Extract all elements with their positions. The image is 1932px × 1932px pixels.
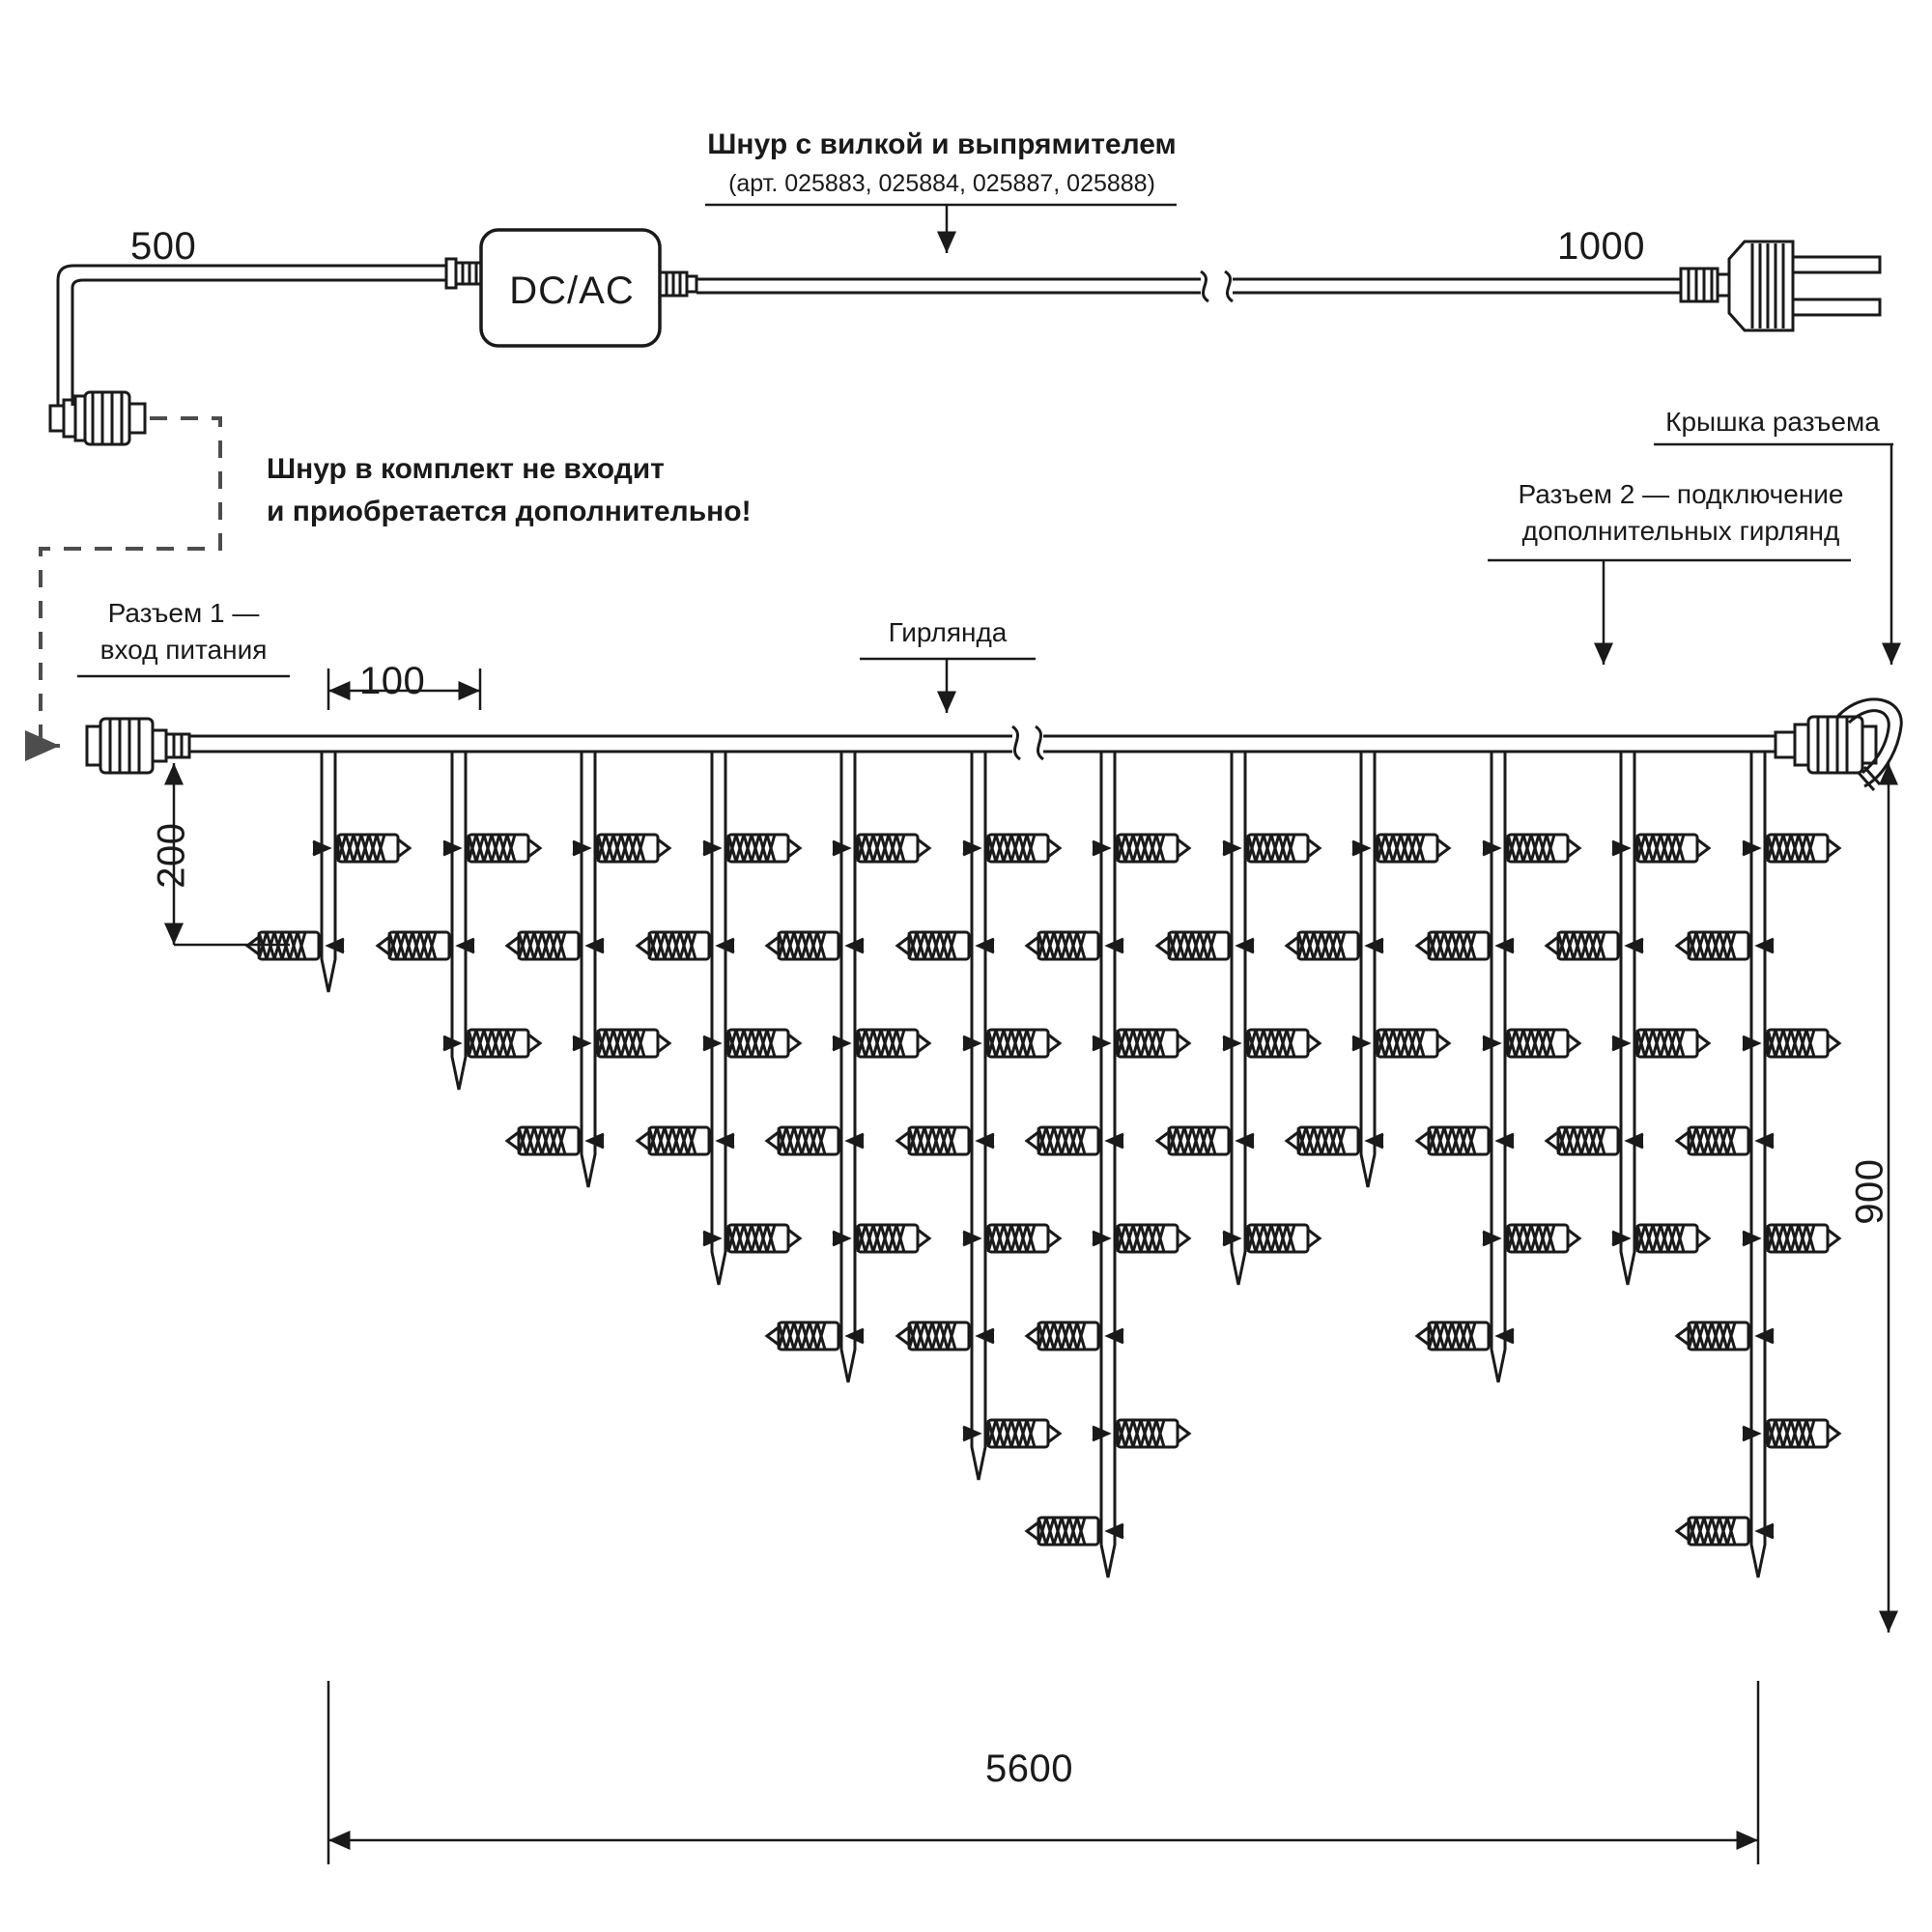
connector2-line1: Разъем 2 — подключение	[1518, 479, 1844, 509]
led-bulb	[1352, 835, 1449, 862]
led-strand	[638, 752, 800, 1285]
led-bulb	[1743, 835, 1839, 862]
dimension-5600: 5600	[985, 1747, 1073, 1790]
led-bulb	[573, 1030, 669, 1057]
led-bulb	[1547, 932, 1643, 959]
led-bulb	[1417, 1127, 1514, 1154]
led-bulb	[1612, 1030, 1709, 1057]
led-strand	[897, 752, 1060, 1480]
mains-plug	[1729, 242, 1880, 330]
connector1-line2: вход питания	[99, 635, 268, 665]
led-strands	[247, 752, 1839, 1577]
led-strand	[1677, 752, 1839, 1577]
led-bulb	[703, 835, 800, 862]
connector1-line1: Разъем 1 —	[107, 598, 260, 628]
led-strand	[1027, 752, 1189, 1577]
led-bulb	[1027, 1322, 1123, 1350]
led-bulb	[638, 932, 734, 959]
cord-connector-inline-left	[446, 259, 481, 288]
led-bulb	[833, 1030, 929, 1057]
led-bulb	[313, 835, 410, 862]
led-bulb	[1612, 835, 1709, 862]
led-bulb	[1027, 932, 1123, 959]
cord-connector-inline-right	[660, 272, 696, 296]
led-bulb	[1223, 1225, 1320, 1252]
led-bulb	[703, 1225, 800, 1252]
led-bulb	[767, 1322, 864, 1350]
led-bulb	[1352, 1030, 1449, 1057]
led-strand	[1547, 752, 1709, 1285]
led-bulb	[833, 835, 929, 862]
led-bulb	[638, 1127, 734, 1154]
cord-title-label: Шнур с вилкой и выпрямителем	[707, 128, 1177, 160]
cord-connector-plug-side	[1681, 269, 1729, 301]
led-bulb	[963, 835, 1060, 862]
led-bulb	[1157, 932, 1254, 959]
led-bulb	[1743, 1420, 1839, 1447]
dashed-connection-path	[41, 418, 220, 746]
cap-label: Крышка разъема	[1665, 407, 1880, 437]
led-strand	[1287, 752, 1449, 1187]
led-bulb	[573, 835, 669, 862]
led-bulb	[1093, 1030, 1189, 1057]
led-strand	[247, 752, 410, 992]
led-bulb	[507, 1127, 604, 1154]
led-bulb	[1547, 1127, 1643, 1154]
led-bulb	[1417, 932, 1514, 959]
led-bulb	[963, 1225, 1060, 1252]
dimension-1000: 1000	[1557, 225, 1645, 268]
dimension-200: 200	[150, 822, 193, 889]
led-bulb	[1677, 932, 1774, 959]
led-bulb	[1417, 1322, 1514, 1350]
led-bulb	[1612, 1225, 1709, 1252]
led-bulb	[1287, 1127, 1383, 1154]
led-bulb	[1027, 1127, 1123, 1154]
led-bulb	[378, 932, 474, 959]
dcac-label: DC/AC	[509, 270, 635, 312]
led-bulb	[897, 1322, 994, 1350]
led-bulb	[1677, 1518, 1774, 1545]
dimension-100: 100	[359, 660, 426, 702]
led-bulb	[1223, 835, 1320, 862]
led-bulb	[963, 1030, 1060, 1057]
led-bulb	[897, 932, 994, 959]
led-bulb	[443, 1030, 540, 1057]
cord-connector-female	[50, 392, 145, 444]
not-included-line1: Шнур в комплект не входит	[267, 453, 665, 485]
dimension-900: 900	[1848, 1158, 1891, 1225]
led-bulb	[1743, 1225, 1839, 1252]
not-included-line2: и приобретается дополнительно!	[267, 496, 752, 527]
led-strand	[507, 752, 669, 1187]
led-bulb	[963, 1420, 1060, 1447]
led-bulb	[1483, 1225, 1579, 1252]
led-bulb	[1677, 1127, 1774, 1154]
led-strand	[378, 752, 540, 1090]
led-bulb	[767, 932, 864, 959]
led-bulb	[703, 1030, 800, 1057]
cord-break-symbol	[1201, 271, 1233, 301]
garland-connector-2	[1776, 717, 1876, 773]
led-bulb	[507, 932, 604, 959]
led-bulb	[1483, 835, 1579, 862]
led-bulb	[1027, 1518, 1123, 1545]
led-strand	[1157, 752, 1320, 1285]
dimension-500: 500	[130, 225, 197, 268]
garland-label: Гирлянда	[888, 617, 1008, 647]
led-bulb	[1287, 932, 1383, 959]
connector2-line2: дополнительных гирлянд	[1521, 516, 1840, 546]
led-bulb	[1677, 1322, 1774, 1350]
led-bulb	[833, 1225, 929, 1252]
garland-break-symbol	[1012, 726, 1043, 759]
led-bulb	[1743, 1030, 1839, 1057]
led-bulb	[1483, 1030, 1579, 1057]
led-bulb	[767, 1127, 864, 1154]
led-bulb	[1093, 1225, 1189, 1252]
led-strand	[1417, 752, 1579, 1382]
led-bulb	[897, 1127, 994, 1154]
garland-assembly	[87, 699, 1901, 790]
led-bulb	[1223, 1030, 1320, 1057]
led-bulb	[1157, 1127, 1254, 1154]
led-bulb	[1093, 835, 1189, 862]
cord-articles-label: (арт. 025883, 025884, 025887, 025888)	[728, 170, 1155, 197]
led-bulb	[443, 835, 540, 862]
led-strand	[767, 752, 929, 1382]
led-bulb	[1093, 1420, 1189, 1447]
